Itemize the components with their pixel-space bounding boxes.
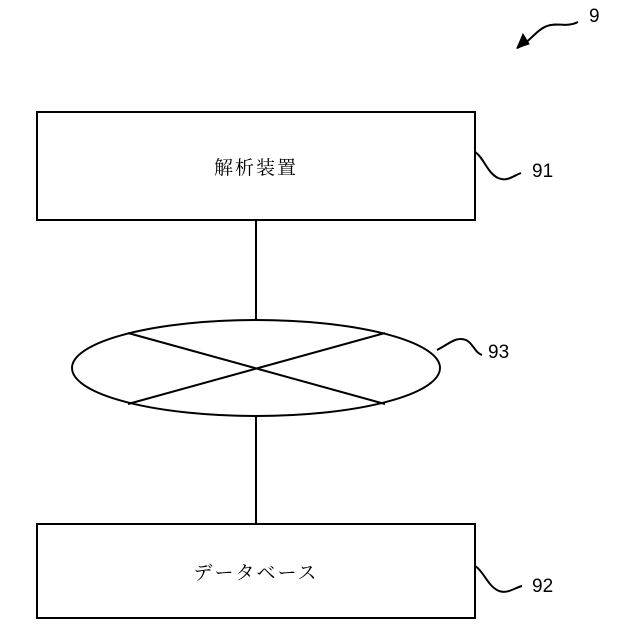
leader-line-93 [437, 339, 482, 355]
reference-label-93: 93 [488, 342, 510, 363]
reference-label-92: 92 [532, 576, 554, 597]
leader-line-92 [472, 564, 522, 592]
node-analyzer [36, 111, 476, 221]
reference-label-91: 91 [532, 161, 554, 182]
node-database [36, 523, 476, 619]
node-analyzer-label: 解析装置 [213, 157, 298, 179]
leader-line-91 [472, 150, 521, 179]
reference-label-9: 9 [589, 6, 600, 27]
node-database-label: データベース [193, 562, 319, 584]
arrowhead-9 [517, 34, 529, 48]
